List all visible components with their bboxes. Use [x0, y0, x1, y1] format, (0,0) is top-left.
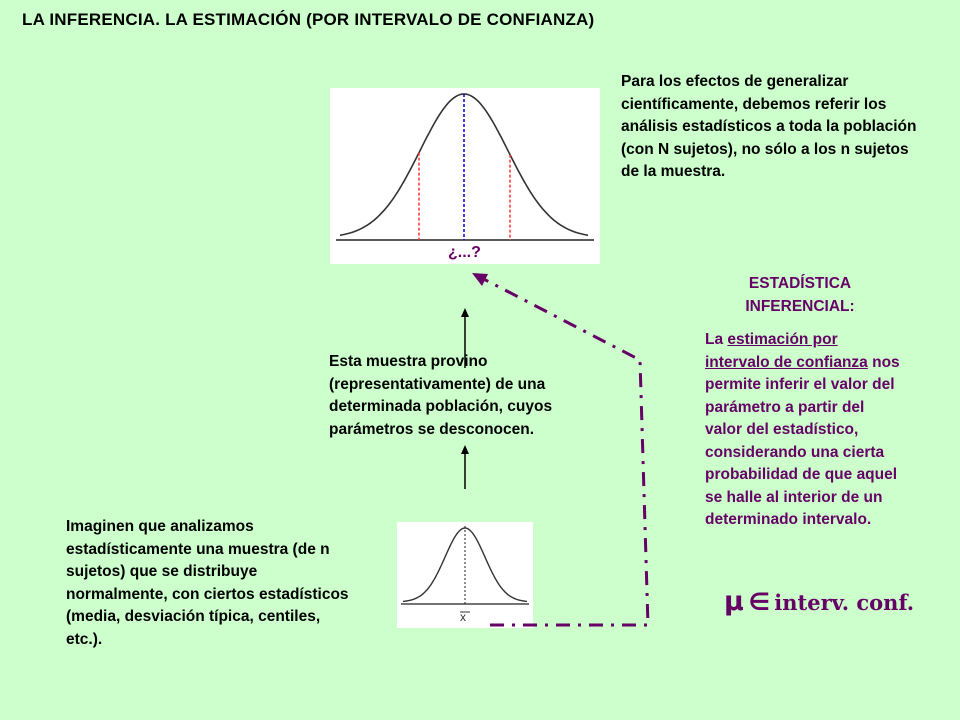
population-curve-graphic [330, 88, 600, 264]
sample-description-text: Imaginen que analizamos estadísticamente una muestra (de n sujetos) que se distribuye normalmente, con ciertos estadísticos (media, desviación típica, centiles, etc.). [66, 518, 349, 648]
population-parameter-unknown-label: ¿...? [448, 244, 481, 261]
inferential-statistics-explanation [705, 329, 905, 532]
population-explanation-text: Para los efectos de generalizar científicamente, debemos referir los análisis estadísticos a toda la población (con N sujetos), no sólo a los n sujetos de la muestra. [621, 73, 917, 180]
sample-mean-label: x [460, 610, 466, 624]
mu-symbol: μ [724, 586, 744, 617]
element-of-symbol: ∈ [748, 588, 770, 616]
inferential-statistics-heading: ESTADÍSTICA INFERENCIAL: [745, 275, 855, 315]
upward-arrow-lower [455, 445, 475, 491]
page-title: LA INFERENCIA. LA ESTIMACIÓN (POR INTERVALO DE CONFIANZA) [22, 10, 595, 29]
formula-text: interv. conf. [774, 590, 915, 615]
confidence-interval-term: estimación por intervalo de confianza [705, 331, 868, 371]
explanation-prefix: La [705, 331, 728, 348]
formula [724, 586, 914, 617]
sample-origin-text: Esta muestra provino (representativamente) de una determinada población, cuyos parámetros se desconocen. [329, 353, 553, 438]
explanation-rest: nos permite inferir el valor del parámetro a partir del valor del estadístico, considerando una cierta probabilidad de que aquel se halle al interior de un determinado intervalo. [705, 353, 900, 528]
population-distribution-panel [330, 88, 600, 264]
sample-distribution-panel [397, 522, 533, 628]
